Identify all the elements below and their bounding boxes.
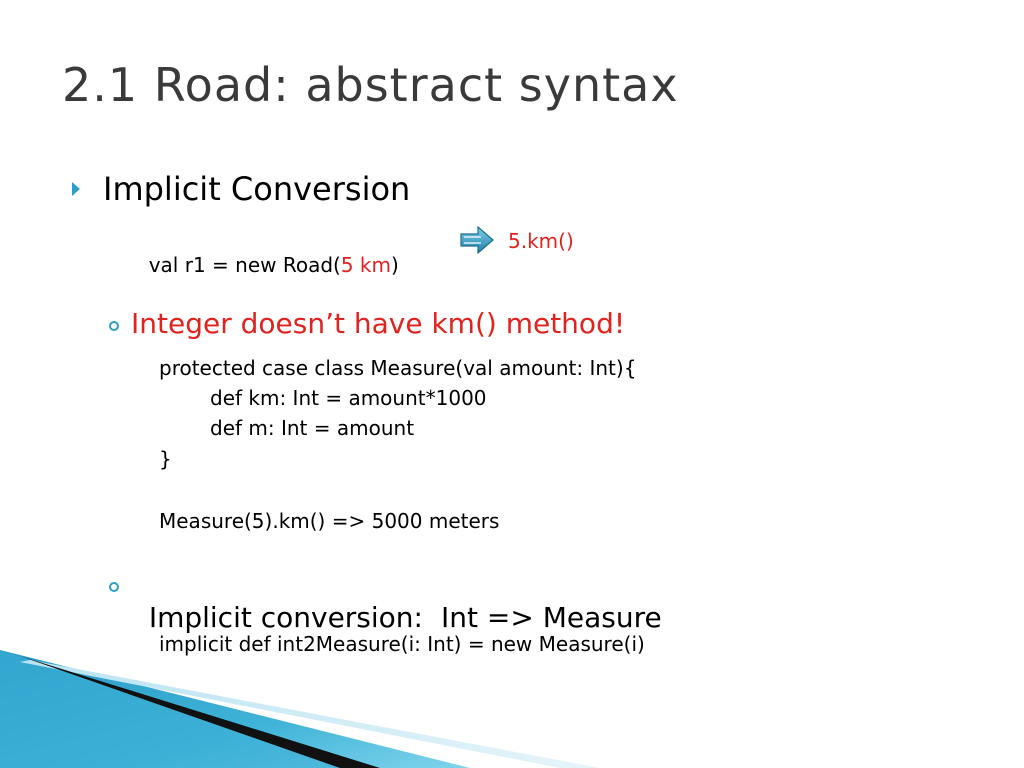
code-line: def m: Int = amount (210, 416, 415, 440)
code-line: def km: Int = amount*1000 (210, 386, 487, 410)
road-example-suffix: ) (390, 253, 399, 277)
bullet-implicit-conversion: Implicit Conversion (103, 170, 411, 208)
sub-bullet-integer-no-km: Integer doesn’t have km() method! (131, 307, 626, 340)
implicit-conversion-label: Implicit conversion: (148, 601, 423, 634)
code-line: Measure(5).km() => 5000 meters (159, 509, 500, 533)
road-example-result: 5.km() (508, 229, 574, 253)
slide-title: 2.1 Road: abstract syntax (62, 58, 679, 112)
code-line: protected case class Measure(val amount: Int){ (159, 356, 637, 380)
implicit-conversion-value: Int => Measure (441, 601, 662, 634)
road-example-prefix: val r1 = new Road( (148, 253, 341, 277)
road-example-arg: 5 km (340, 253, 391, 277)
code-line: } (159, 447, 172, 471)
implicit-def-line: implicit def int2Measure(i: Int) = new Measure(i) (159, 632, 645, 656)
